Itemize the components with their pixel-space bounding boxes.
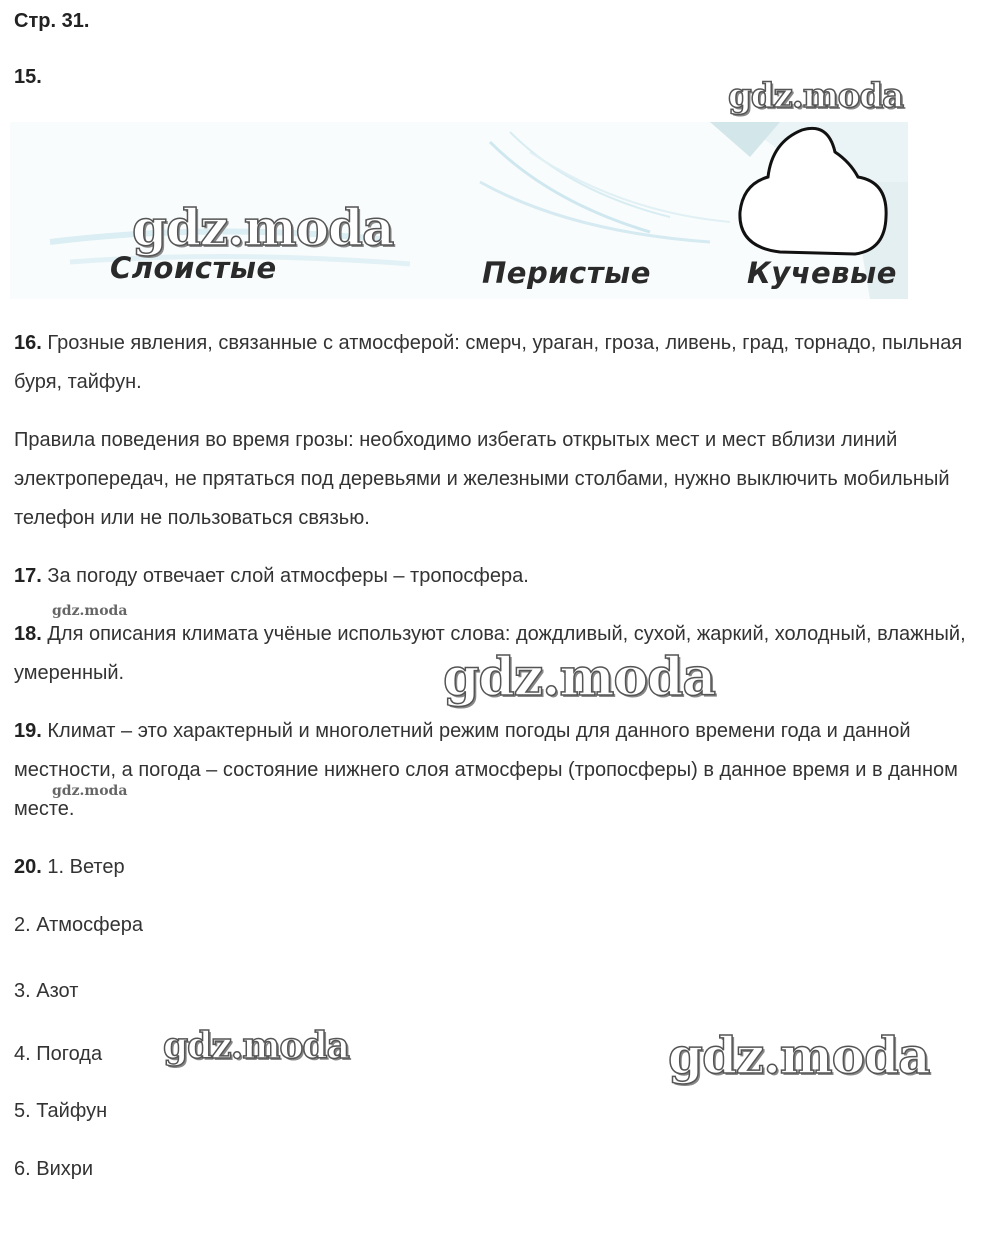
watermark: gdz.moda [443,647,716,708]
task-16-number: 16. [14,332,42,354]
task-20-number: 20. [14,856,42,878]
task-17 [14,557,999,596]
task-20-item-1: 20. 1. Ветер [14,856,125,878]
task-17-number: 17. [14,565,42,587]
task-19 [14,712,989,829]
watermark: gdz.moda [728,76,904,116]
task-18-number: 18. [14,623,42,645]
task-16-text: Грозные явления, связанные с атмосферой: смерч, ураган, гроза, ливень, град, торнадо, пыльная буря, тайфун. [14,332,963,393]
task-20-item-5: 5. Тайфун [14,1100,108,1122]
label-stratus: Слоистые [110,251,277,285]
label-cumulus: Кучевые [747,256,897,290]
task-20-item-4: 4. Погода [14,1043,103,1065]
task-17-text: За погоду отвечает слой атмосферы – тропосфера. [47,565,529,587]
task-20-item-6: 6. Вихри [14,1158,94,1180]
watermark: gdz.moda [132,198,394,257]
watermark: gdz.moda [163,1025,349,1067]
task-20-item-3: 3. Азот [14,980,79,1002]
watermark: gdz.moda [52,603,128,619]
task-18-text: Для описания климата учёные используют слова: дождливый, сухой, жаркий, холодный, влажный, умеренный. [14,623,966,684]
task-20-item-2: 2. Атмосфера [14,914,143,936]
label-cirrus: Перистые [482,256,651,290]
page-label: Стр. 31. [14,10,90,32]
task-19-text: Климат – это характерный и многолетний режим погоды для данного времени года и данной местности, а погода – состояние нижнего слоя атмосферы (тропосферы) в данное время и в данном месте. [14,720,958,820]
task-16 [14,324,999,402]
watermark: gdz.moda [52,783,128,799]
task-19-number: 19. [14,720,42,742]
task-16-rules: Правила поведения во время грозы: необходимо избегать открытых мест и мест вблизи линий электропередач, не прятаться под деревьями и железными столбами, нужно выключить мобильный телефон или не пользоваться связью. [14,429,950,529]
task-15-number: 15. [14,66,42,88]
watermark: gdz.moda [668,1026,930,1085]
